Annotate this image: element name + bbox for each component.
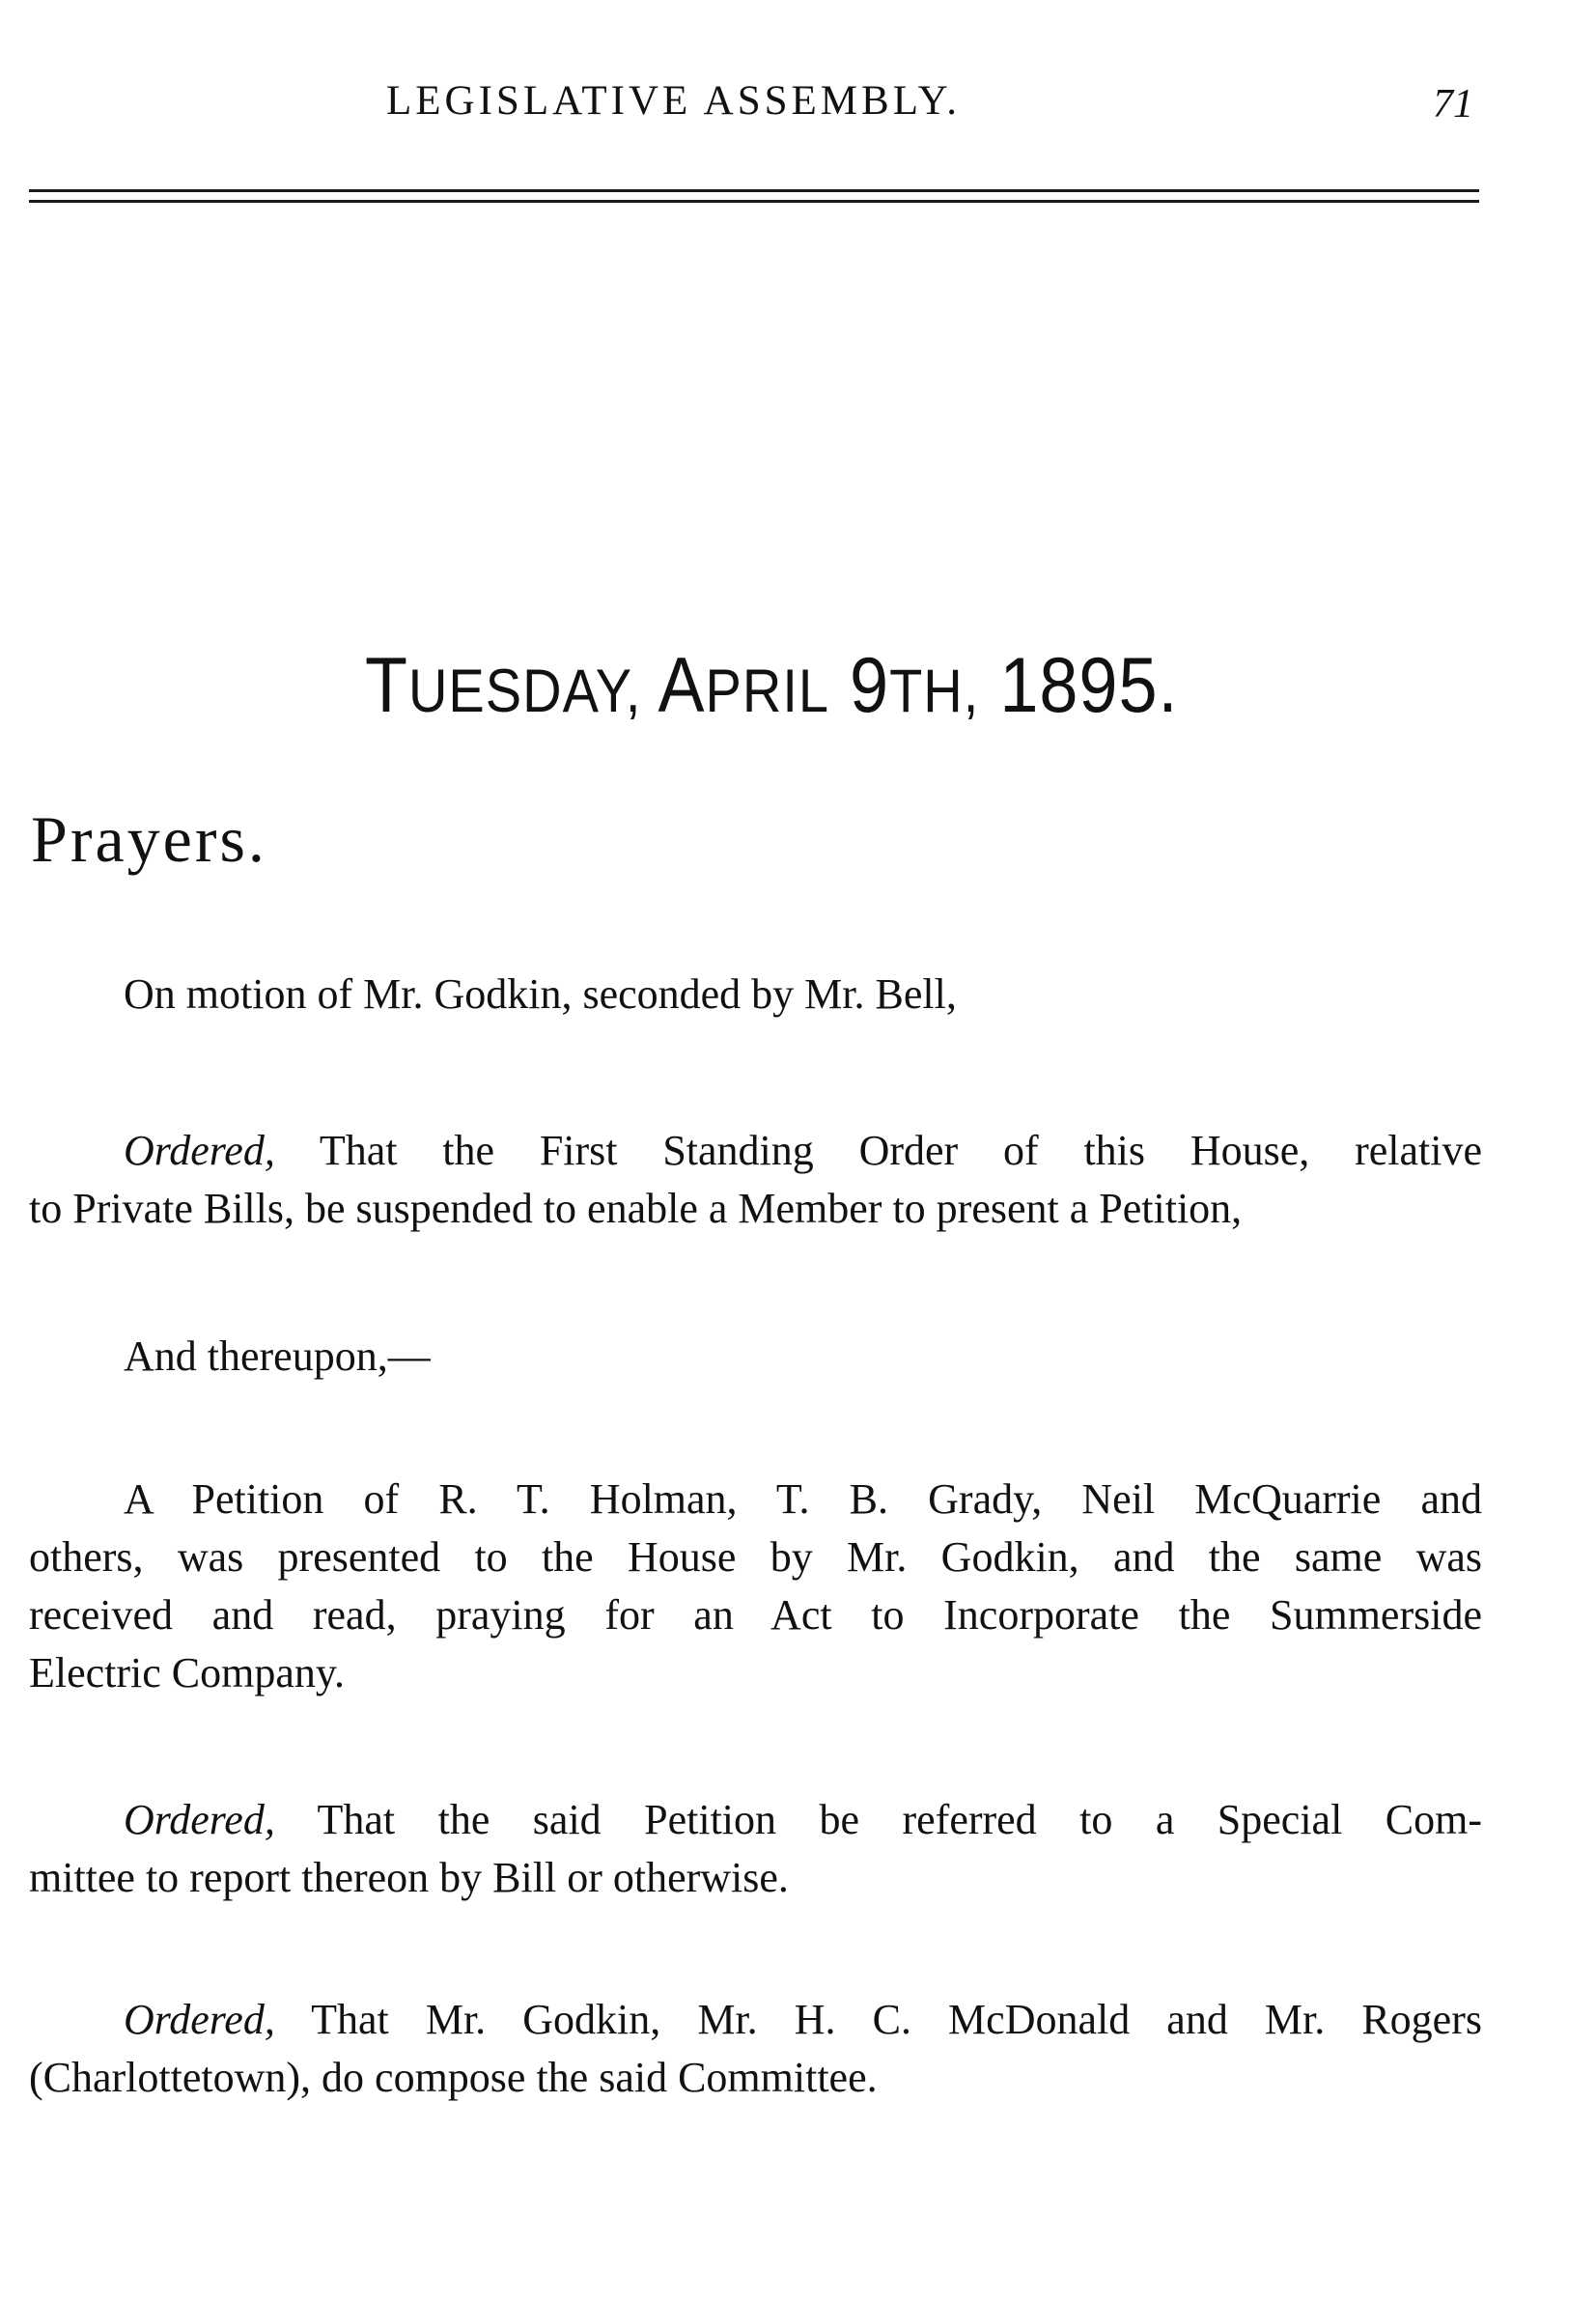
running-head: LEGISLATIVE ASSEMBLY. xyxy=(386,78,961,124)
order2-line2: mittee to report thereon by Bill or otherwise. xyxy=(29,1854,789,1901)
paragraph-thereupon xyxy=(29,1328,1482,1386)
date-heading-month-cap: A xyxy=(658,642,706,729)
date-heading-month-rest: PRIL xyxy=(705,656,830,725)
paragraph-petition xyxy=(29,1471,1482,1702)
date-heading xyxy=(365,641,1179,730)
order3-line1 xyxy=(29,1991,1482,2049)
order2-label: Ordered, xyxy=(124,1796,275,1843)
date-heading-day-cap: T xyxy=(365,642,408,729)
paragraph-motion xyxy=(29,966,1482,1023)
order2-line1 xyxy=(29,1791,1482,1849)
thereupon-text: And thereupon,— xyxy=(124,1332,431,1380)
date-heading-year: 1895. xyxy=(999,642,1179,729)
paragraph-order-standing-order xyxy=(29,1122,1482,1238)
order1-label: Ordered, xyxy=(124,1127,275,1174)
order3-label: Ordered, xyxy=(124,1996,275,2043)
petition-line3: received and read, praying for an Act to Incorporate the Summerside xyxy=(29,1591,1482,1639)
order1-line1 xyxy=(29,1122,1482,1180)
order3-line2: (Charlottetown), do compose the said Committee. xyxy=(29,2054,878,2101)
order2-line1-text: That the said Petition be referred to a Special Com- xyxy=(317,1796,1482,1843)
date-heading-day-suffix: TH, xyxy=(889,656,980,725)
petition-line1-text: A Petition of R. T. Holman, T. B. Grady, Neil McQuarrie and xyxy=(124,1475,1482,1523)
header-rule-top xyxy=(29,189,1479,192)
date-heading-day-rest: UESDAY, xyxy=(407,656,642,725)
order1-line2: to Private Bills, be suspended to enable a Member to present a Petition, xyxy=(29,1185,1243,1232)
motion-text: On motion of Mr. Godkin, seconded by Mr. Bell, xyxy=(124,970,957,1018)
petition-line2: others, was presented to the House by Mr. Godkin, and the same was xyxy=(29,1533,1482,1581)
page-number: 71 xyxy=(1433,82,1473,126)
order1-line1-text: That the First Standing Order of this House, relative xyxy=(319,1127,1482,1174)
order3-line1-text: That Mr. Godkin, Mr. H. C. McDonald and Mr. Rogers xyxy=(311,1996,1482,2043)
petition-line4: Electric Company. xyxy=(29,1649,346,1696)
date-heading-day-number: 9 xyxy=(850,642,890,729)
section-title-prayers: Prayers. xyxy=(31,802,267,876)
header-rule-bottom xyxy=(29,200,1479,203)
petition-line1 xyxy=(29,1471,1482,1528)
paragraph-order-referral xyxy=(29,1791,1482,1907)
paragraph-order-committee xyxy=(29,1991,1482,2107)
